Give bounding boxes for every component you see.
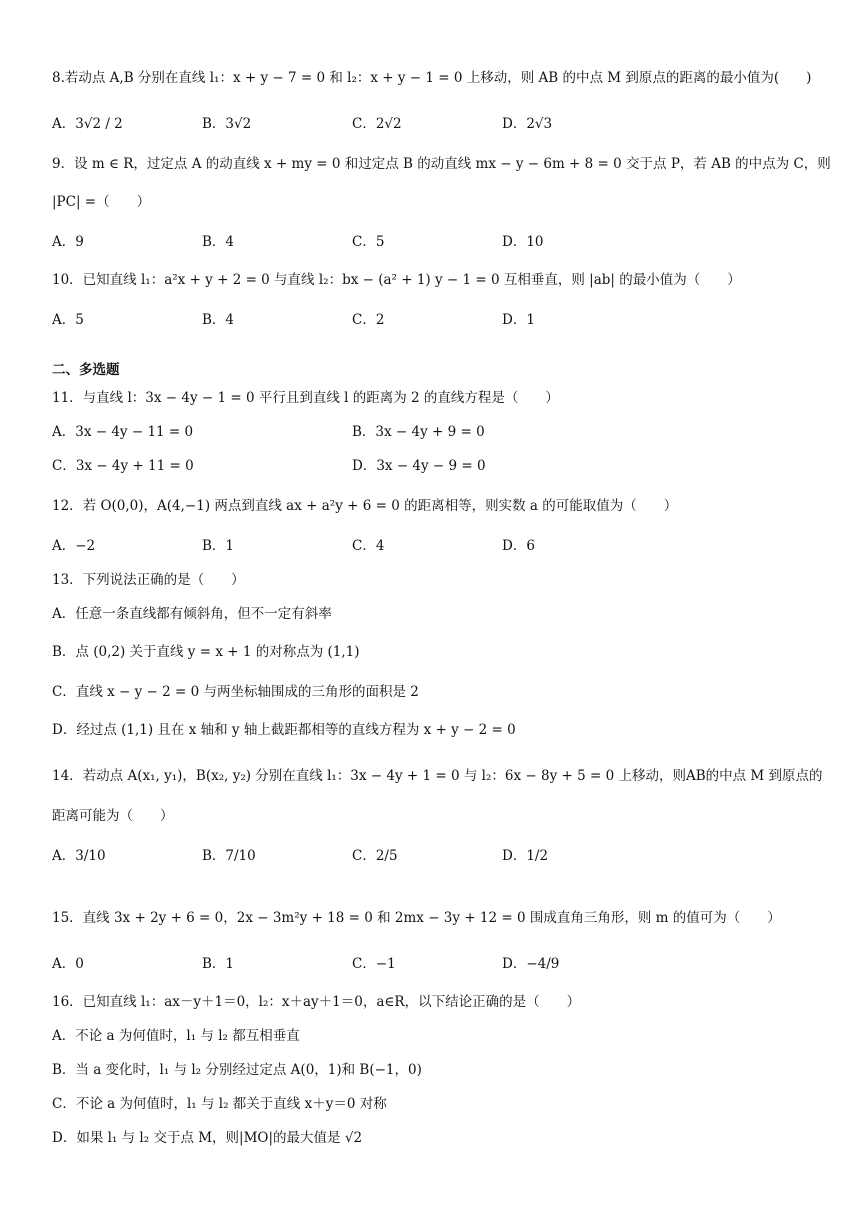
question-14-stem-line2: 距离可能为（ ） bbox=[52, 808, 174, 824]
question-14-option-d: D．1/2 bbox=[502, 848, 549, 864]
question-11-option-a: A．3x − 4y − 11 = 0 bbox=[52, 424, 194, 440]
question-8-option-d: D．2√3 bbox=[502, 116, 553, 132]
question-16-option-c: C．不论 a 为何值时，l₁ 与 l₂ 都关于直线 x＋y＝0 对称 bbox=[52, 1096, 387, 1112]
question-16-option-a: A．不论 a 为何值时，l₁ 与 l₂ 都互相垂直 bbox=[52, 1028, 300, 1044]
question-16-option-d: D．如果 l₁ 与 l₂ 交于点 M，则|MO|的最大值是 √2 bbox=[52, 1130, 363, 1146]
question-15-option-c: C．−1 bbox=[352, 956, 396, 972]
section-title: 二、多选题 bbox=[52, 362, 120, 378]
question-16-option-b: B．当 a 变化时，l₁ 与 l₂ 分别经过定点 A(0，1)和 B(−1，0) bbox=[52, 1062, 422, 1078]
question-11-option-b: B．3x − 4y + 9 = 0 bbox=[352, 424, 485, 440]
question-15-stem: 15．直线 3x + 2y + 6 = 0，2x − 3m²y + 18 = 0 和 2mx − 3y + 12 = 0 围成直角三角形，则 m 的值可为（ ） bbox=[52, 910, 781, 926]
question-9-option-d: D．10 bbox=[502, 234, 544, 250]
question-14-option-b: B．7/10 bbox=[202, 848, 256, 864]
question-14-option-c: C．2/5 bbox=[352, 848, 398, 864]
question-13-option-b: B．点 (0,2) 关于直线 y = x + 1 的对称点为 (1,1) bbox=[52, 644, 360, 660]
question-13-option-a: A．任意一条直线都有倾斜角，但不一定有斜率 bbox=[52, 606, 332, 622]
question-10-stem: 10．已知直线 l₁：a²x + y + 2 = 0 与直线 l₂：bx − (a² + 1) y − 1 = 0 互相垂直，则 |ab| 的最小值为（ ） bbox=[52, 272, 741, 288]
question-8-option-c: C．2√2 bbox=[352, 116, 402, 132]
question-8-option-b: B．3√2 bbox=[202, 116, 252, 132]
question-15-option-d: D．−4/9 bbox=[502, 956, 560, 972]
question-9-stem-line1: 9．设 m ∈ R，过定点 A 的动直线 x + my = 0 和过定点 B 的动直线 mx − y − 6m + 8 = 0 交于点 P，若 AB 的中点为 C，则 bbox=[52, 156, 831, 172]
question-12-option-a: A．−2 bbox=[52, 538, 96, 554]
question-11-stem: 11．与直线 l：3x − 4y − 1 = 0 平行且到直线 l 的距离为 2 的直线方程是（ ） bbox=[52, 390, 559, 406]
question-14-option-a: A．3/10 bbox=[52, 848, 106, 864]
question-10-option-a: A．5 bbox=[52, 312, 84, 328]
question-12-stem: 12．若 O(0,0)，A(4,−1) 两点到直线 ax + a²y + 6 = 0 的距离相等，则实数 a 的可能取值为（ ） bbox=[52, 498, 678, 514]
question-10-option-b: B．4 bbox=[202, 312, 235, 328]
question-9-option-b: B．4 bbox=[202, 234, 235, 250]
question-9-stem-line2: |PC| =（ ） bbox=[52, 194, 151, 210]
question-9-option-a: A．9 bbox=[52, 234, 84, 250]
question-15-option-b: B．1 bbox=[202, 956, 235, 972]
question-13-option-d: D．经过点 (1,1) 且在 x 轴和 y 轴上截距都相等的直线方程为 x + y − 2 = 0 bbox=[52, 722, 516, 738]
question-13-stem: 13．下列说法正确的是（ ） bbox=[52, 572, 245, 588]
question-9-option-c: C．5 bbox=[352, 234, 385, 250]
question-16-stem: 16．已知直线 l₁：ax－y＋1＝0，l₂：x＋ay＋1＝0，a∈R，以下结论正确的是（ ） bbox=[52, 994, 581, 1010]
question-13-option-c: C．直线 x − y − 2 = 0 与两坐标轴围成的三角形的面积是 2 bbox=[52, 684, 419, 700]
question-12-option-d: D．6 bbox=[502, 538, 535, 554]
question-14-stem-line1: 14．若动点 A(x₁, y₁)，B(x₂, y₂) 分别在直线 l₁：3x − 4y + 1 = 0 与 l₂：6x − 8y + 5 = 0 上移动，则AB的中点 M 到原点的 bbox=[52, 768, 823, 784]
question-12-option-b: B．1 bbox=[202, 538, 235, 554]
question-8-option-a: A．3√2 / 2 bbox=[52, 116, 123, 132]
question-11-option-c: C．3x − 4y + 11 = 0 bbox=[52, 458, 194, 474]
question-8-stem: 8.若动点 A,B 分别在直线 l₁：x + y − 7 = 0 和 l₂：x + y − 1 = 0 上移动，则 AB 的中点 M 到原点的距离的最小值为( ) bbox=[52, 70, 812, 86]
question-15-option-a: A．0 bbox=[52, 956, 84, 972]
question-10-option-d: D．1 bbox=[502, 312, 535, 328]
question-10-option-c: C．2 bbox=[352, 312, 385, 328]
question-12-option-c: C．4 bbox=[352, 538, 385, 554]
question-11-option-d: D．3x − 4y − 9 = 0 bbox=[352, 458, 486, 474]
